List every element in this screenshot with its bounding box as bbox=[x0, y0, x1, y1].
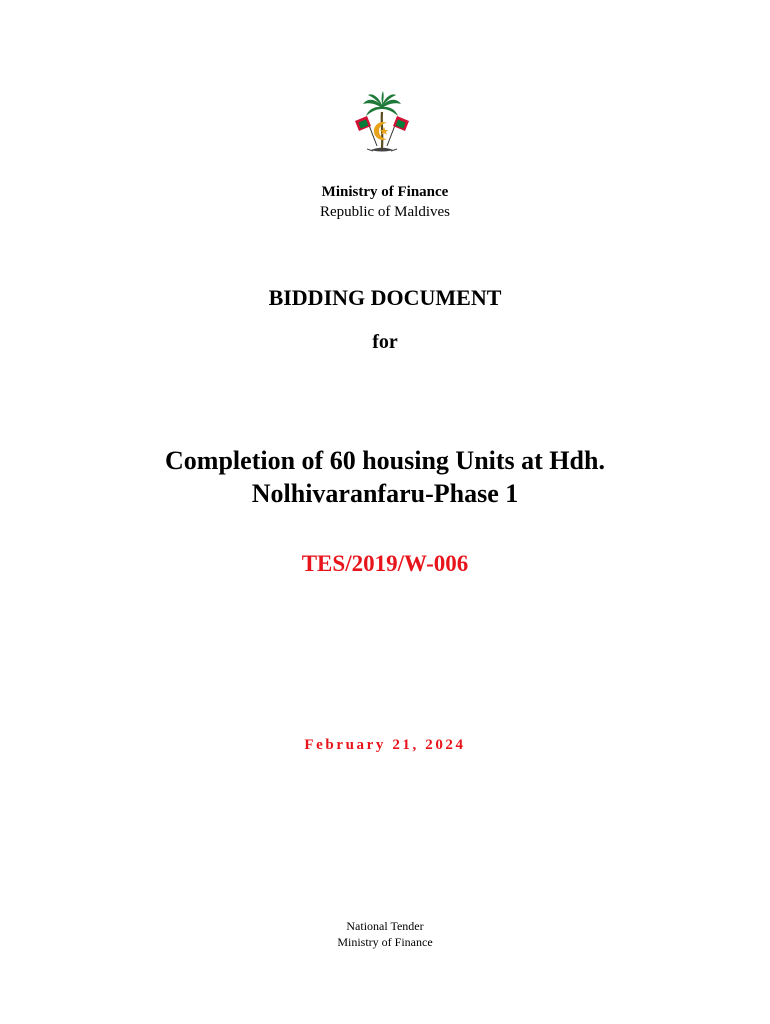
organization-name: Ministry of Finance bbox=[321, 184, 449, 200]
footer-tender-type: National Tender bbox=[346, 919, 424, 933]
connector-text: for bbox=[372, 331, 398, 353]
document-type-heading: BIDDING DOCUMENT bbox=[268, 285, 502, 310]
project-title-line-2: Nolhivaranfaru-Phase 1 bbox=[251, 479, 519, 508]
document-date: February 21, 2024 bbox=[304, 737, 466, 753]
tender-reference: TES/2019/W-006 bbox=[301, 551, 469, 576]
project-title-line-1: Completion of 60 housing Units at Hdh. bbox=[165, 446, 605, 475]
project-title bbox=[0, 444, 770, 510]
country-name: Republic of Maldives bbox=[320, 204, 450, 220]
footer-organization: Ministry of Finance bbox=[337, 935, 433, 949]
maldives-state-emblem-icon bbox=[347, 90, 417, 160]
